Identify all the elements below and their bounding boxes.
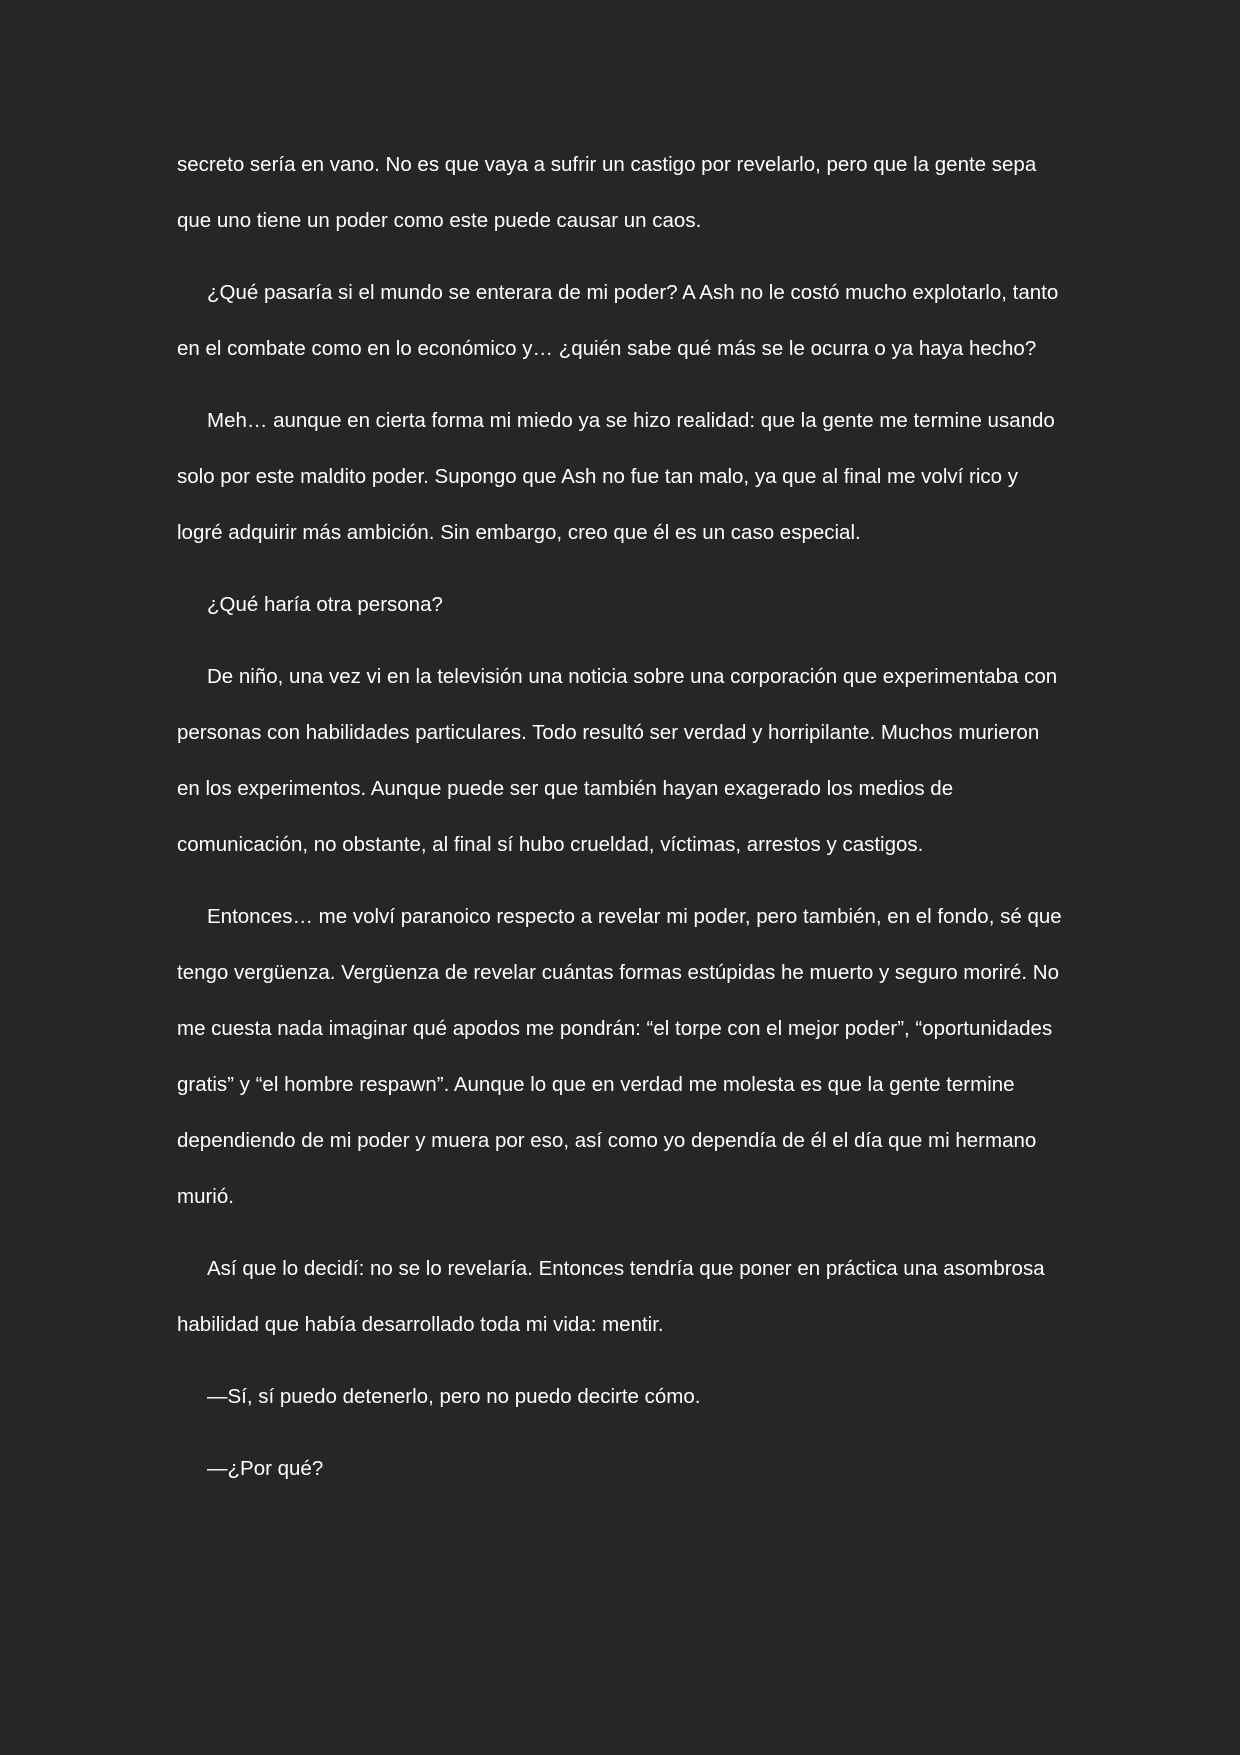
dialogue-line: —Sí, sí puedo detenerlo, pero no puedo decirte cómo.	[207, 1385, 701, 1408]
paragraph: ¿Qué pasaría si el mundo se enterara de mi poder? A Ash no le costó mucho explotarlo, tanto en el combate como en lo económico y… ¿quién sabe qué más se le ocurra o ya haya hecho?	[177, 281, 1059, 360]
dialogue-line: —¿Por qué?	[207, 1457, 324, 1480]
paragraph: De niño, una vez vi en la televisión una noticia sobre una corporación que experimentaba con personas con habilidades particulares. Todo resultó ser verdad y horripilante. Muchos murieron en los experimentos. Aunque puede ser que también hayan exagerado los medios de comunicación, no obstante, al final sí hubo crueldad, víctimas, arrestos y castigos.	[177, 665, 1058, 856]
paragraph: ¿Qué haría otra persona?	[207, 593, 443, 616]
document-page	[177, 137, 1063, 1513]
paragraph: Meh… aunque en cierta forma mi miedo ya se hizo realidad: que la gente me termine usando solo por este maldito poder. Supongo que Ash no fue tan malo, ya que al final me volví rico y logré adquirir más ambición. Sin embargo, creo que él es un caso especial.	[177, 409, 1055, 544]
paragraph: Así que lo decidí: no se lo revelaría. Entonces tendría que poner en práctica una asombrosa habilidad que había desarrollado toda mi vida: mentir.	[177, 1257, 1045, 1336]
paragraph: Entonces… me volví paranoico respecto a revelar mi poder, pero también, en el fondo, sé que tengo vergüenza. Vergüenza de revelar cuántas formas estúpidas he muerto y seguro moriré. No me cuesta nada imaginar qué apodos me pondrán: “el torpe con el mejor poder”, “oportunidades gratis” y “el hombre respawn”. Aunque lo que en verdad me molesta es que la gente termine dependiendo de mi poder y muera por eso, así como yo dependía de él el día que mi hermano murió.	[177, 905, 1062, 1208]
paragraph: secreto sería en vano. No es que vaya a sufrir un castigo por revelarlo, pero que la gente sepa que uno tiene un poder como este puede causar un caos.	[177, 153, 1037, 232]
